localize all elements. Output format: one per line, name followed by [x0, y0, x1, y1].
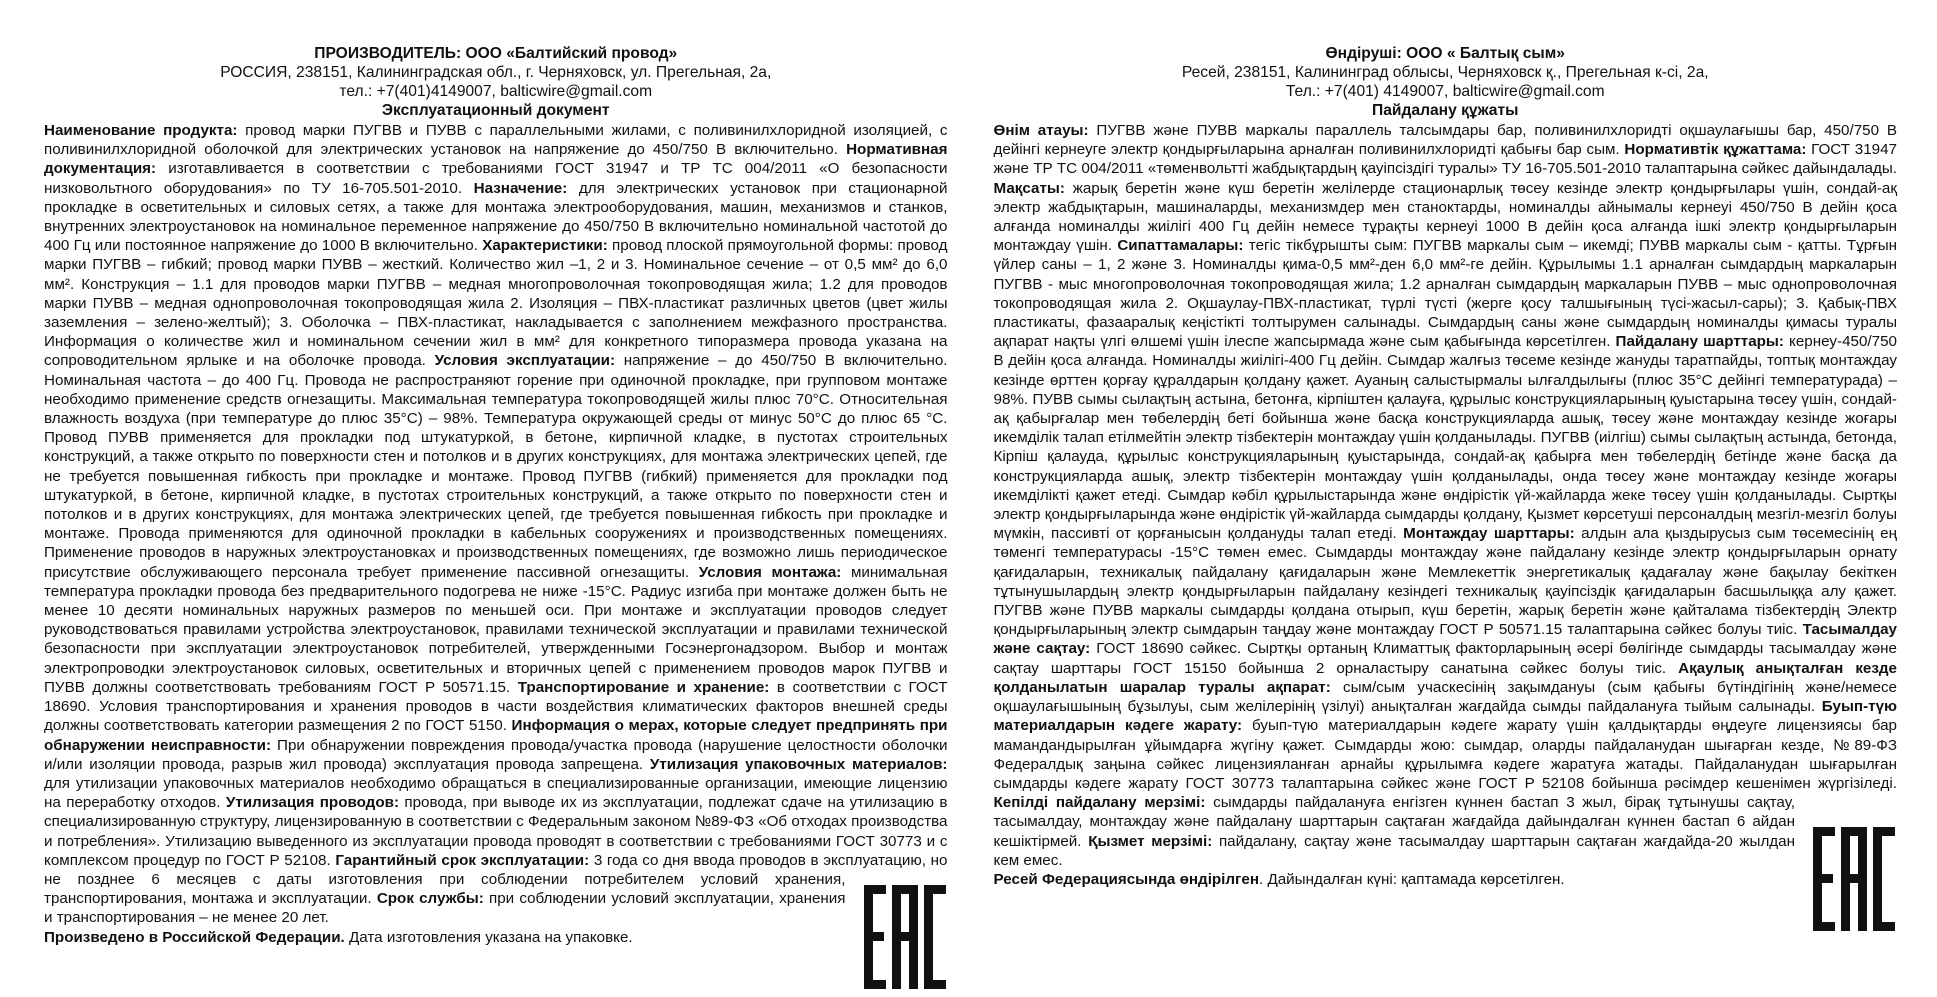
made-in-label: Произведено в Российской Федерации.: [44, 928, 345, 946]
section-text: сым/сым учаскесінің зақымдануы (сым қабығы бүтіндігінің және/немесе оқшаулағышының бұзылуы, сым желілерінің үзілуі) анықталған жағдайда сымды пайдалануға тыйым салынады.: [993, 678, 1897, 716]
section-operating-conditions: [994, 333, 1898, 542]
section-label: Срок службы:: [376, 890, 484, 908]
section-text: ГОСТ 31947 және ТР ТС 004/2011 «төменвольтті жабдықтардың қауіпсіздігі туралы» ТУ 16-705.501-2010 талаптарына сәйкес дайындалады.: [993, 141, 1897, 178]
section-label: Наименование продукта:: [44, 122, 238, 139]
made-in-text: Дата изготовления указана на упаковке.: [344, 928, 633, 946]
eac-mark-icon: [864, 877, 946, 997]
section-label: Нормативтік құжаттама:: [1624, 141, 1807, 159]
section-label: Буып-түю материалдарын кәдеге жарату:: [993, 698, 1897, 735]
section-label: Өнім атауы:: [993, 122, 1089, 139]
section-characteristics: [44, 237, 948, 369]
section-label: Характеристики:: [482, 237, 608, 255]
section-label: Условия эксплуатации:: [434, 352, 616, 370]
document-title: Пайдалану құжаты: [1372, 102, 1519, 119]
manufacturer-name: Өндіруші: ООО « Балтық сым»: [1325, 45, 1565, 62]
section-label: Гарантийный срок эксплуатации:: [335, 851, 590, 869]
manufacturer-name: ПРОИЗВОДИТЕЛЬ: ООО «Балтийский провод»: [314, 45, 678, 62]
section-label: Монтаждау шарттары:: [1403, 525, 1575, 543]
made-in-label: Ресей Федерациясында өндірілген: [993, 870, 1259, 888]
document-title: Эксплуатационный документ: [381, 102, 610, 119]
section-label: Мақсаты:: [993, 179, 1065, 197]
manufacturer-address: Ресей, 238151, Калининград облысы, Черняховск қ., Прегельная к-сі, 2а,: [1181, 64, 1709, 81]
section-label: Транспортирование и хранение:: [517, 678, 770, 696]
section-text: при соблюдении условий эксплуатации, хранения и транспортирования – не менее 20 лет.: [44, 890, 846, 927]
section-label: Нормативная документация:: [44, 141, 948, 178]
section-label: Условия монтажа:: [698, 563, 842, 581]
section-label: Назначение:: [473, 179, 568, 197]
section-text: для электрических установок при стационарной прокладке в осветительных и силовых сетях, а также для монтажа электрооборудования, машин, механизмов и станков, внутренних электроустановок на номинальное переменное напряжение до 450/750 В включительно номинальной частотой до 400 Гц или постоянное напряжение до 1000 В включительно.: [44, 179, 948, 255]
column-russian: [44, 44, 948, 992]
section-label: Утилизация проводов:: [225, 794, 399, 812]
section-text: сымдарды пайдалануға енгізген күннен бастап 3 жыл, бірақ тұтынушы сақтау, тасымалдау, монтаждау және пайдалану шарттарын сақтаған жағдайда дайындалған күннен бастап 6 айдан кешіктірмей.: [993, 794, 1795, 850]
section-text: провод плоской прямоугольной формы: провод марки ПУГВВ – гибкий; провод марки ПУВВ – жесткий. Количество жил –1, 2 и 3. Номинальное сечение – от 0,5 мм² до 6,0 мм². Конструкция – 1.1 для проводов марки ПУГВВ – медная многопроволочная токопроводящая жила; 1.2 для проводов марки ПУВВ – медная однопроволочная токопроводящая жила 2. Изоляция – ПВХ-пластикат различных цветов (цвет жилы заземления – зелено-желтый); 3. Оболочка – ПВХ-пластикат, накладывается с заполнением межфазного пространства. Информация о количестве жил и номинальном сечении жил в мм² для конкретного типоразмера провода указана на сопроводительном ярлыке и на оболочке провода.: [44, 237, 948, 370]
section-operating-conditions: [44, 352, 948, 580]
body-text-kazakh: [994, 121, 1898, 870]
section-service-life: [994, 833, 1796, 869]
section-installation: [44, 564, 948, 696]
section-text: для утилизации упаковочных материалов необходимо обращаться в специализированные организации, имеющие лицензию на переработку отходов.: [44, 774, 948, 812]
section-text: кернеу-450/750 В дейін қоса алғанда. Номиналды жиілігі-400 Гц дейін. Сымдар жалғыз төсеме кезінде жануды таратпайды, топтық монтаждау кезінде өрттен қорғау құралдарын қолдану қажет. Ауаның салыстырмалы ылғалдылығы (плюс 35°С дейінгі температурада) – 98%. ПУВВ сымы сылақтың астына, бетонға, кірпіштен қалауға, құрылыс конструкцияларының қуыстарына төсеу үшін, сондай-ақ қабырғалар мен төбелердің беті бойынша және басқа конструкцияларда ашық, төсеу және монтаждау кезінде жоғары икемділік талап етілмейтін электр тізбектерін монтаждау үшін қолданылады. ПУГВВ (иілгіш) сымы сылақтың астында, бетонда, Кірпіш қалауда, құрылыс конструкцияларының қуыстарында, сондай-ақ қабырға мен төбелердің бетінде және басқа да конструкцияларда ашық, электр тізбектерін монтаждау үшін қолданылады, онда төсеу және монтаждау кезінде жоғары икемділікті қажет етеді. Сымдар кәбіл құрылыстарында және өндірістік үй-жайларда жеке төсеу үшін қолданылады. Сыртқы электр қондырғыларында және өндірістік үй-жайларда сымдарды қолдану, Қызмет көрсетуші персоналдың мезгіл-мезгіл болуы мүмкін, пассивті от қорғанысын қолдануды талап етеді.: [993, 333, 1897, 543]
section-text: провода, при выводе их из эксплуатации, подлежат сдаче на утилизацию в специализированную структуру, лицензированную в соответствии с Федеральным законом №89-ФЗ «Об отходах производства и потребления». Утилизацию выведенного из эксплуатации провода проводят в соответствии с требованиями ГОСТ 30773 и с комплексом процедур по ГОСТ Р 52108.: [44, 794, 948, 869]
section-label: Ақаулық анықталған кезде қолданылатын шаралар туралы ақпарат:: [993, 659, 1897, 696]
section-text: 3 года со дня ввода проводов в эксплуатацию, но не позднее 6 месяцев с даты изготовления при соблюдении потребителем условий хранения, транспортирования, монтажа и эксплуатации.: [44, 851, 948, 908]
manufacturer-address: РОССИЯ, 238151, Калининградская обл., г. Черняховск, ул. Прегельная, 2а,: [220, 64, 772, 81]
section-text: напряжение – до 450/750 В включительно. Номинальная частота – до 400 Гц. Провода не распространяют горение при одиночной прокладке, при групповом монтаже необходимо применение средств огнезащиты. Максимальная температура токопроводящей жилы плюс 70°С. Относительная влажность воздуха (при температуре до плюс 35°С) – 98%. Температура окружающей среды от минус 50°С до плюс 65 °С. Провод ПУВВ применяется для прокладки под штукатуркой, в бетоне, кирпичной кладке, в пустотах строительных конструкций, а также открыто по поверхности стен и потолков и в других конструкциях, для монтажа электрических цепей, где не требуется повышенная гибкость при прокладке и монтаже. Провод ПУГВВ (гибкий) применяется для прокладки под штукатуркой, в бетоне, кирпичной кладке, в пустотах строительных конструкций, а также открыто по поверхности стен и потолков и в других конструкциях, для монтажа электрических цепей, где требуется повышенная гибкость при прокладке и монтаже. Провода применяются для одиночной прокладки в кабельных сооружениях и производственных помещениях. Применение проводов в наружных электроустановках и производственных помещениях, где возможно лишь периодическое присутствие обслуживающего персонала требует применение пассивной огнезащиты.: [44, 352, 948, 581]
made-in-kazakh: [994, 870, 1898, 889]
section-text: жарық беретін және күш беретін желілерде стационарлық төсеу кезінде электр қондырғылары үшін, сондай-ақ электр жабдықтарын, машиналарды, механизмдер мен станоктарды, номиналды айнымалы кернеуі 450/750 В дейін қоса алғанда номиналды жиілігі 400 Гц дейін немесе тұрақты кернеуі 1000 В дейін қоса алғанда ішкі электр қондырғыларын монтаждау үшін.: [993, 179, 1897, 255]
section-text: в соответствии с ГОСТ 18690. Условия транспортирования и хранения проводов в части воздействия климатических факторов внешней среды должны соответствовать категории размещения 2 по ГОСТ 5150.: [44, 678, 948, 735]
column-kazakh: [994, 44, 1898, 992]
body-text-russian: [44, 121, 948, 928]
section-text: ПУГВВ және ПУВВ маркалы параллель талсымдары бар, поливинилхлоридті оқшаулағышы бар, 450/750 В дейінгі кернеуге электр қондырғыларына арналған поливинилхлоридті қабығы бар сым.: [993, 122, 1898, 159]
section-label: Сипаттамалары:: [1117, 237, 1244, 255]
section-text: ГОСТ 18690 сәйкес. Сыртқы ортаның Климаттық факторларының әсері бөлігінде сымдарды тасымалдау және сақтау шарттары ГОСТ 15150 бойынша 2 орналастыру санатына сәйкес болуы тиіс.: [993, 640, 1898, 677]
section-label: Кепілді пайдалану мерзімі:: [993, 794, 1206, 812]
section-text: При обнаружении повреждения провода/участка провода (нарушение целостности оболочки и/или изоляции провода, разрыв жил провода) эксплуатация провода запрещена.: [44, 736, 948, 773]
section-text: буып-түю материалдарын кәдеге жарату үшін қалдықтарды өңдеуге лицензиясы бар мамандандырылған ұйымдарға жүгіну қажет. Сымдарды жою: сымдар, оларды пайдаланудан шығарған кезде, №89-ФЗ Федералдық заңына сәйкес лицензияланған арнайы құрылымға кәдеге жаратуға жатады. Пайдаланудан шығарылған сымдарды кәдеге жарату ГОСТ 30773 талаптарына сәйкес және ГОСТ Р 52108 бойынша рәсімдер кешенімен жүргізіледі.: [993, 717, 1898, 792]
section-text: провод марки ПУГВВ и ПУВВ с параллельными жилами, с поливинилхлоридной изоляцией, с поливинилхлоридной оболочкой для электрических установок на напряжение до 450/750 В включительно.: [44, 122, 948, 159]
section-label: Қызмет мерзімі:: [1088, 832, 1213, 850]
section-text: минимальная температура прокладки провода без предварительного подогрева не ниже -15°С. Радиус изгиба при монтаже должен быть не менее 10 десяти номинальных наружных размеров по меньшей оси. При монтаже и эксплуатации проводов следует руководствоваться правилами устройства электроустановок, правилами технической эксплуатации и правилами технической безопасности при эксплуатации электроустановок потребителей, утвержденными Госэнергонадзором. Выбор и монтаж электропроводки электроустановок силовых, осветительных и вторичных цепей с применением проводов марок ПУГВВ и ПУВВ должны соответствовать требованиям ГОСТ Р 50571.15.: [44, 563, 948, 696]
section-text: тегіс тікбұрышты сым: ПУГВВ маркалы сым – икемді; ПУВВ маркалы сым - қатты. Тұрғын үйлер саны – 1, 2 және 3. Номиналды қима-0,5 мм²-ден 6,0 мм²-ге дейін. Құрылымы 1.1 арналған сымдардың маркаларын ПУГВВ - мыс многопроволочная токопроводящая жила; 1.2 арналған сымдардың маркаларын ПУВВ – мыс однопроволочная токопроводящая жила 2. Оқшаулау-ПВХ-пластикат, түрлі түсті (жерге қосу талшығының түсі-жасыл-сары); 3. Қабық-ПВХ пластикаты, фазааралық кеңістікті толтырумен салынады. Сымдардың саны және сымдардың номиналды қимасы туралы ақпарат нақты үлгі өлшемі үшін ілеспе жапсырмада және сым қабығында көрсетілген.: [993, 237, 1897, 351]
manufacturer-contacts: Тел.: +7(401) 4149007, balticwire@gmail.com: [1285, 83, 1605, 100]
made-in-text: . Дайындалған күні: қаптамада көрсетілген.: [1259, 870, 1565, 888]
section-text: изготавливается в соответствии с требованиями ГОСТ 31947 и ТР ТС 004/2011 «О безопасности низковольтного оборудования» по ТУ 16-705.501-2010.: [44, 160, 948, 197]
section-label: Утилизация упаковочных материалов:: [649, 755, 948, 773]
header-russian: [44, 44, 948, 120]
section-text: алдын ала қыздырусыз сым төсемесінің ең төменгі температурасы -15°С төмен емес. Сымдарды монтаждау және пайдалану кезінде электр қондырғыларын орнату қағидаларын, техникалық пайдалану қағидаларын және Мемлекеттік энергетикалық қадағалау және бақылау бекіткен тұтынушылардың электр қондырғыларын пайдалану кезіндегі техникалық қауіпсіздік қағидаларын басшылыққа алу қажет. ПУГВВ және ПУВВ маркалы сымдарды қолдана отырып, күш беретін, жарық беретін және қайталама тізбектердің Электр қондырғыларының электр сымдарын таңдау және монтаждау ГОСТ Р 50571.15 талаптарына сәйкес болуы тиіс.: [993, 525, 1897, 639]
section-label: Пайдалану шарттары:: [1615, 333, 1784, 351]
section-text: пайдалану, сақтау және тасымалдау шарттарын сақтаған жағдайда-20 жылдан кем емес.: [993, 832, 1796, 869]
section-label: Информация о мерах, которые следует предпринять при обнаружении неисправности:: [44, 717, 948, 754]
section-product: [44, 122, 948, 158]
eac-mark-icon: [1813, 819, 1895, 939]
header-kazakh: [994, 44, 1898, 120]
manufacturer-contacts: тел.: +7(401)4149007, balticwire@gmail.com: [339, 83, 653, 100]
made-in-russian: [44, 928, 948, 947]
section-label: Тасымалдау және сақтау:: [993, 621, 1897, 658]
